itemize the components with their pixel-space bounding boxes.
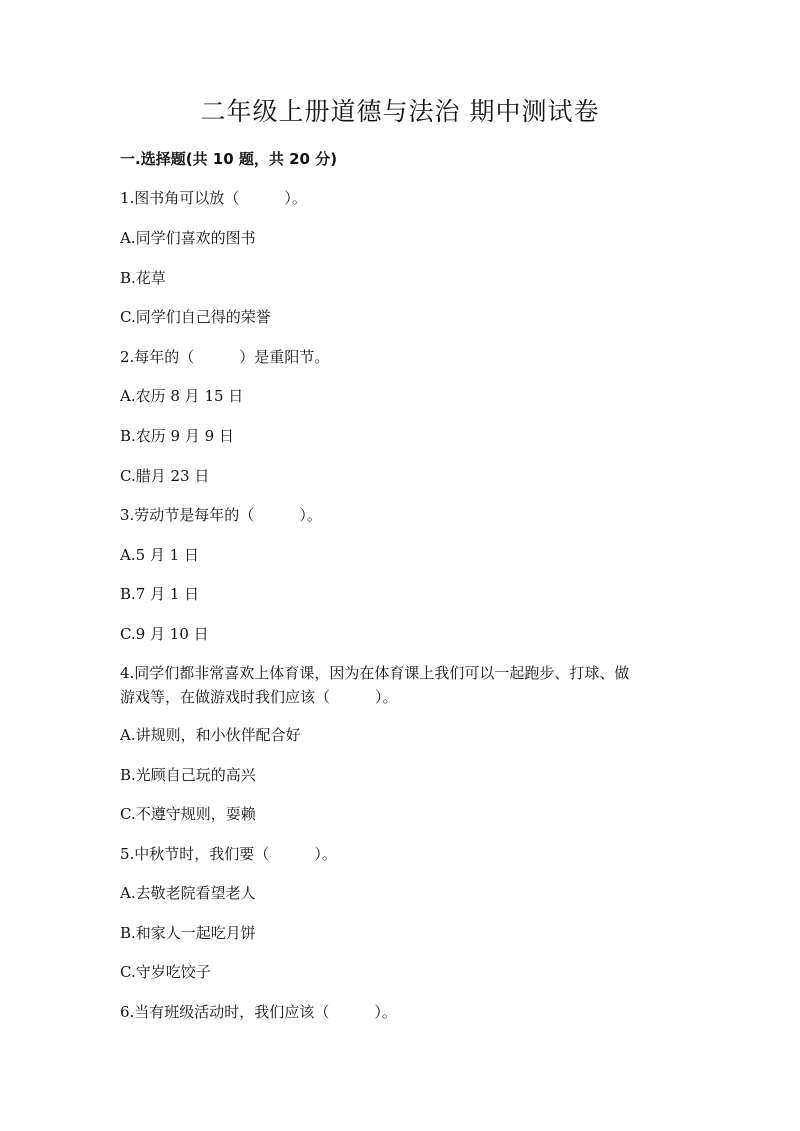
option-3c: C.9 月 10 日 [120,625,209,643]
question-1: 1.图书角可以放（ ）。 [120,189,307,207]
option-3a: A.5 月 1 日 [120,546,199,564]
option-1a: A.同学们喜欢的图书 [120,229,256,247]
option-2a: A.农历 8 月 15 日 [120,387,244,405]
question-6: 6.当有班级活动时，我们应该（ ）。 [120,1003,397,1021]
option-1c: C.同学们自己得的荣誉 [120,308,271,326]
option-5a: A.去敬老院看望老人 [120,884,256,902]
exam-title: 二年级上册道德与法治 期中测试卷 [200,97,600,126]
option-2b: B.农历 9 月 9 日 [120,427,234,445]
option-5b: B.和家人一起吃月饼 [120,924,256,942]
question-4-line-2: 游戏等，在做游戏时我们应该（ ）。 [120,688,398,706]
question-4-line-1: 4.同学们都非常喜欢上体育课，因为在体育课上我们可以一起跑步、打球、做 [120,664,630,682]
option-1b: B.花草 [120,269,166,287]
question-5: 5.中秋节时，我们要（ ）。 [120,845,337,863]
section-heading: 一.选择题(共 10 题，共 20 分) [120,150,338,168]
option-2c: C.腊月 23 日 [120,467,210,485]
question-3: 3.劳动节是每年的（ ）。 [120,506,322,524]
question-2: 2.每年的（ ）是重阳节。 [120,348,330,366]
option-3b: B.7 月 1 日 [120,585,200,603]
option-4a: A.讲规则，和小伙伴配合好 [120,726,301,744]
option-4c: C.不遵守规则，耍赖 [120,805,256,823]
option-5c: C.守岁吃饺子 [120,963,211,981]
option-4b: B.光顾自己玩的高兴 [120,766,256,784]
